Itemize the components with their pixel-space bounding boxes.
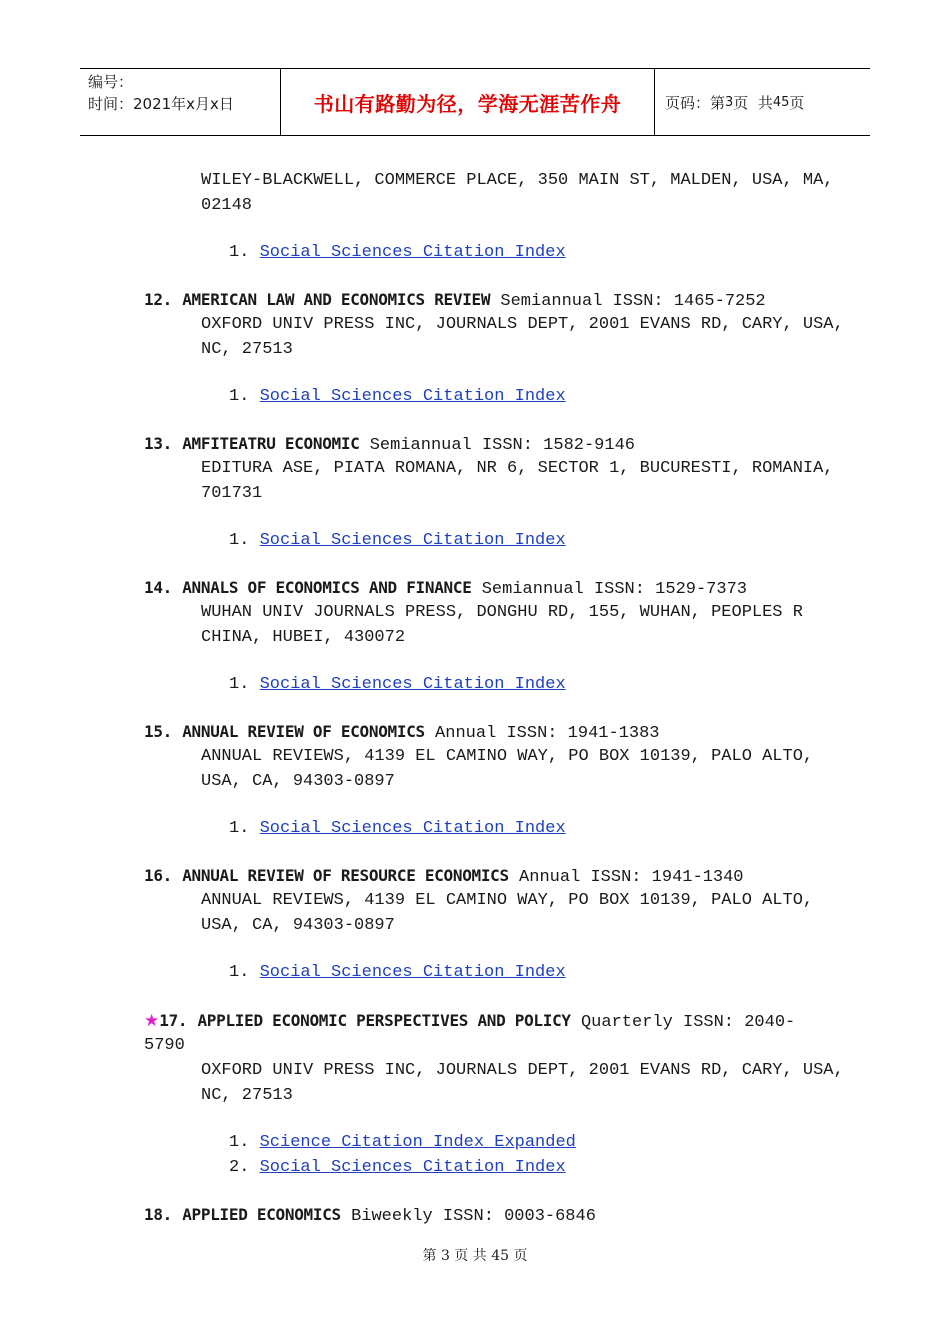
ssci-link[interactable]: Social Sciences Citation Index — [259, 819, 566, 838]
address-line: 701731 — [201, 484, 263, 503]
list-number: 1. — [229, 243, 250, 262]
address-line: OXFORD UNIV PRESS INC, JOURNALS DEPT, 2001 EVANS RD, CARY, USA, — [201, 315, 844, 334]
list-number: 1. — [229, 531, 250, 550]
journal-title: ANNUAL REVIEW OF ECONOMICS — [182, 722, 425, 741]
address-line: NC, 27513 — [201, 1086, 293, 1105]
entry-number: 14. — [144, 578, 172, 597]
list-number: 1. — [229, 819, 250, 838]
header-meta — [80, 69, 281, 135]
ssci-link[interactable]: Social Sciences Citation Index — [259, 675, 566, 694]
journal-meta: Biweekly ISSN: 0003-6846 — [340, 1207, 596, 1226]
page-mid: 页 共 — [733, 93, 773, 112]
address-line: 02148 — [201, 196, 253, 215]
entry-number: 16. — [144, 866, 172, 885]
journal-title: APPLIED ECONOMIC PERSPECTIVES AND POLICY — [197, 1011, 571, 1030]
header-page-info — [655, 69, 870, 135]
page-total: 45 — [772, 94, 790, 110]
entry-number: 15. — [144, 722, 172, 741]
serial-label: 编号： — [88, 73, 134, 91]
journal-entry — [144, 719, 660, 746]
page-current: 3 — [725, 94, 734, 110]
journal-entry — [144, 431, 635, 458]
address-line: ANNUAL REVIEWS, 4139 EL CAMINO WAY, PO BOX 10139, PALO ALTO, — [201, 891, 814, 910]
list-item — [229, 816, 566, 841]
address-line: EDITURA ASE, PIATA ROMANA, NR 6, SECTOR 1, BUCURESTI, ROMANIA, — [201, 459, 834, 478]
list-number: 1. — [229, 675, 250, 694]
journal-title: APPLIED ECONOMICS — [182, 1205, 341, 1224]
entry-number: 18. — [144, 1205, 172, 1224]
ssci-link[interactable]: Social Sciences Citation Index — [259, 387, 566, 406]
page-prefix: 页码：第 — [665, 93, 726, 112]
journal-meta: Annual ISSN: 1941-1383 — [424, 724, 660, 743]
journal-meta: Annual ISSN: 1941-1340 — [508, 868, 744, 887]
address-line: USA, CA, 94303-0897 — [201, 772, 395, 791]
list-number: 1. — [229, 1133, 250, 1152]
journal-entry — [144, 1202, 596, 1229]
entry-number: 13. — [144, 434, 172, 453]
time-label: 时间：2021年x月x日 — [88, 95, 234, 113]
journal-meta: Semiannual ISSN: 1529-7373 — [471, 580, 747, 599]
journal-meta-continued: 5790 — [144, 1036, 185, 1055]
list-item — [229, 384, 566, 409]
journal-entry — [144, 575, 747, 602]
journal-meta: Quarterly ISSN: 2040- — [570, 1013, 796, 1032]
journal-entry — [144, 1008, 795, 1035]
list-item — [229, 240, 566, 265]
journal-entry — [144, 863, 744, 890]
list-number: 1. — [229, 387, 250, 406]
address-line: USA, CA, 94303-0897 — [201, 916, 395, 935]
journal-entry — [144, 287, 766, 314]
address-line: OXFORD UNIV PRESS INC, JOURNALS DEPT, 2001 EVANS RD, CARY, USA, — [201, 1061, 844, 1080]
list-item — [229, 672, 566, 697]
address-line: WILEY-BLACKWELL, COMMERCE PLACE, 350 MAIN ST, MALDEN, USA, MA, — [201, 171, 834, 190]
page-header — [80, 68, 870, 136]
page-suffix: 页 — [789, 93, 805, 112]
ssci-link[interactable]: Social Sciences Citation Index — [259, 531, 566, 550]
journal-meta: Semiannual ISSN: 1582-9146 — [359, 436, 635, 455]
star-icon: ★ — [144, 1011, 160, 1031]
page-footer: 第 3 页 共 45 页 — [422, 1248, 528, 1264]
address-line: NC, 27513 — [201, 340, 293, 359]
list-item — [229, 1130, 576, 1155]
ssci-link[interactable]: Social Sciences Citation Index — [259, 963, 566, 982]
list-number: 2. — [229, 1158, 250, 1177]
list-item — [229, 528, 566, 553]
journal-meta: Semiannual ISSN: 1465-7252 — [490, 292, 766, 311]
journal-title: ANNALS OF ECONOMICS AND FINANCE — [182, 578, 472, 597]
list-number: 1. — [229, 963, 250, 982]
address-line: ANNUAL REVIEWS, 4139 EL CAMINO WAY, PO BOX 10139, PALO ALTO, — [201, 747, 814, 766]
header-motto: 书山有路勤为径，学海无涯苦作舟 — [281, 69, 655, 135]
list-item — [229, 1155, 566, 1180]
journal-title: AMFITEATRU ECONOMIC — [182, 434, 360, 453]
ssci-link[interactable]: Social Sciences Citation Index — [259, 243, 566, 262]
ssci-link[interactable]: Social Sciences Citation Index — [259, 1158, 566, 1177]
address-line: CHINA, HUBEI, 430072 — [201, 628, 406, 647]
journal-title: ANNUAL REVIEW OF RESOURCE ECONOMICS — [182, 866, 509, 885]
list-item — [229, 960, 566, 985]
journal-title: AMERICAN LAW AND ECONOMICS REVIEW — [182, 290, 491, 309]
scie-link[interactable]: Science Citation Index Expanded — [259, 1133, 576, 1152]
entry-number: 17. — [159, 1011, 188, 1030]
address-line: WUHAN UNIV JOURNALS PRESS, DONGHU RD, 155, WUHAN, PEOPLES R — [201, 603, 803, 622]
entry-number: 12. — [144, 290, 172, 309]
